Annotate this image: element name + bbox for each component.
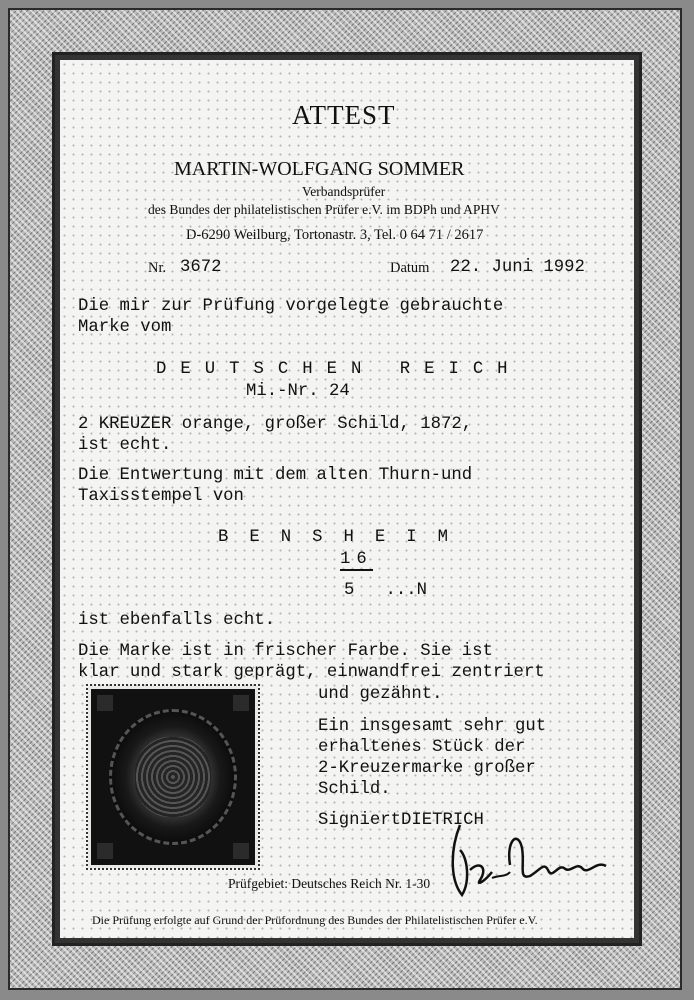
association-line: des Bundes der philatelistischen Prüfer e.V. im BDPh und APHV: [148, 202, 500, 217]
condition-line-3: und gezähnt.: [318, 685, 443, 704]
cancellation-line-2: Taxisstempel von: [78, 487, 244, 506]
stamp-corner-bottom-right: [233, 843, 249, 859]
cancellation-date: 5 ...N: [344, 581, 427, 600]
cancellation-line-1: Die Entwertung mit dem alten Thurn-und: [78, 466, 473, 485]
stamp-country: DEUTSCHEN REICH: [156, 360, 522, 379]
eagle-emblem-icon: [135, 737, 211, 817]
stamp-description-1: 2 KREUZER orange, großer Schild, 1872,: [78, 415, 473, 434]
stamp-corner-top-right: [233, 695, 249, 711]
cancellation-town: BENSHEIM: [218, 528, 469, 547]
summary-line-3: 2-Kreuzermarke großer: [318, 759, 536, 778]
certificate-number: 3672: [180, 258, 222, 277]
examiner-address: D-6290 Weilburg, Tortonastr. 3, Tel. 0 64 71 / 2617: [186, 227, 484, 243]
number-label: Nr.: [148, 260, 167, 276]
stamp-description-2: ist echt.: [78, 436, 172, 455]
stamp-image: [88, 686, 258, 868]
signed-by: SigniertDIETRICH: [318, 811, 484, 830]
summary-line-4: Schild.: [318, 780, 391, 799]
condition-line-2: klar und stark geprägt, einwandfrei zentriert: [78, 663, 545, 682]
stamp-corner-bottom-left: [97, 843, 113, 859]
body-line-2: Marke vom: [78, 318, 172, 337]
cancellation-number: 16: [340, 550, 373, 569]
examiner-name: MARTIN-WOLFGANG SOMMER: [174, 158, 465, 180]
catalog-number: Mi.-Nr. 24: [246, 382, 350, 401]
also-genuine: ist ebenfalls echt.: [78, 611, 276, 630]
examiner-role: Verbandsprüfer: [302, 184, 386, 199]
examination-note: Die Prüfung erfolgte auf Grund der Prüfordnung des Bundes der Philatelistischen Prüfer e.V.: [92, 913, 538, 927]
body-line-1: Die mir zur Prüfung vorgelegte gebrauchte: [78, 297, 504, 316]
date-label: Datum: [390, 260, 430, 276]
handwritten-signature: [440, 820, 620, 900]
document-title: ATTEST: [292, 100, 396, 130]
stamp-corner-top-left: [97, 695, 113, 711]
examination-scope: Prüfgebiet: Deutsches Reich Nr. 1-30: [228, 876, 431, 891]
summary-line-1: Ein insgesamt sehr gut: [318, 717, 547, 736]
condition-line-1: Die Marke ist in frischer Farbe. Sie ist: [78, 642, 493, 661]
certificate-date: 22. Juni 1992: [450, 258, 585, 277]
summary-line-2: erhaltenes Stück der: [318, 738, 526, 757]
